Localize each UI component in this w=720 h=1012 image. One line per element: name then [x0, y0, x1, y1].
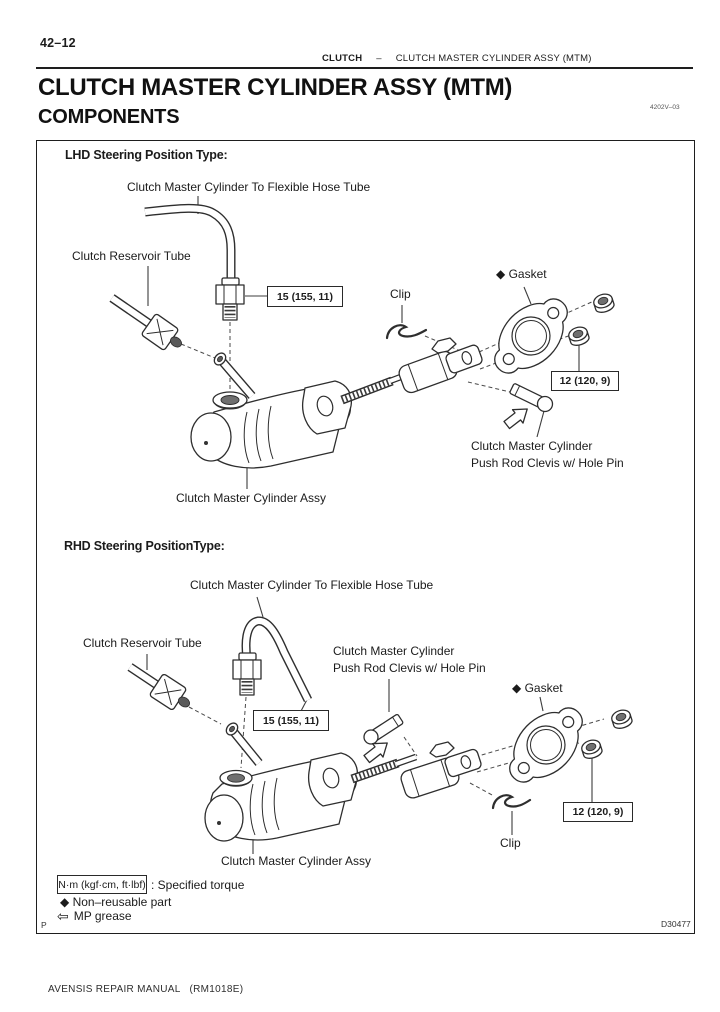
lhd-push-rod-drawing [342, 338, 483, 400]
lhd-torque-spec-nut: 12 (120, 9) [551, 371, 619, 391]
page-subtitle: COMPONENTS [38, 106, 180, 128]
lhd-nut-drawing [567, 325, 590, 348]
lhd-clip-label: Clip [390, 287, 411, 301]
lhd-hole-pin-drawing [509, 383, 552, 411]
lhd-reservoir-tube-label: Clutch Reservoir Tube [72, 249, 191, 263]
lhd-clevis-label-line1: Clutch Master Cylinder [471, 439, 593, 453]
doc-code: 4202V–03 [650, 104, 680, 111]
rhd-gasket-label: ◆ Gasket [512, 681, 563, 695]
rhd-diagram [130, 597, 633, 854]
rhd-torque-spec-hose: 15 (155, 11) [253, 710, 329, 731]
rhd-hole-pin-drawing [364, 714, 404, 744]
lhd-section-heading: LHD Steering Position Type: [65, 148, 228, 162]
header-topic: CLUTCH MASTER CYLINDER ASSY (MTM) [395, 53, 592, 64]
header-rule [36, 67, 693, 69]
mp-grease-arrow-icon: ⇦ [57, 908, 69, 924]
rhd-clevis-label-line2: Push Rod Clevis w/ Hole Pin [333, 661, 486, 675]
lhd-hose-tube-drawing [145, 208, 244, 320]
lhd-hose-tube-label: Clutch Master Cylinder To Flexible Hose Tube [127, 180, 371, 194]
rhd-nut-drawing [610, 708, 633, 731]
legend-non-reusable: ◆ Non–reusable part [60, 895, 172, 909]
rhd-assy-label: Clutch Master Cylinder Assy [221, 854, 372, 868]
rhd-reservoir-tube-label: Clutch Reservoir Tube [83, 636, 202, 650]
page-number: 42–12 [40, 36, 76, 50]
header-separator: – [376, 53, 382, 64]
lhd-assy-label: Clutch Master Cylinder Assy [176, 491, 327, 505]
lhd-torque-spec-hose: 15 (155, 11) [267, 286, 343, 307]
legend-torque-symbol: N·m (kgf·cm, ft·lbf) [57, 875, 147, 894]
rhd-master-cylinder-drawing [205, 721, 357, 841]
header-section: CLUTCH [322, 53, 363, 64]
corner-mark: P [41, 920, 47, 930]
lhd-nut-drawing [592, 292, 615, 315]
figure-id: D30477 [661, 919, 691, 929]
mp-grease-label: MP grease [73, 909, 132, 923]
lhd-clevis-label-line2: Push Rod Clevis w/ Hole Pin [471, 456, 624, 470]
running-header [322, 53, 592, 64]
lhd-master-cylinder-drawing [191, 351, 351, 468]
rhd-reservoir-tube-drawing [130, 667, 191, 711]
legend-mp-grease [57, 909, 132, 923]
page-title: CLUTCH MASTER CYLINDER ASSY (MTM) [38, 74, 513, 101]
rhd-nut-drawing [580, 738, 603, 761]
rhd-torque-spec-nut: 12 (120, 9) [563, 802, 633, 822]
lhd-gasket-label: ◆ Gasket [496, 267, 547, 281]
legend-torque-meaning: : Specified torque [151, 878, 245, 892]
rhd-hose-tube-drawing [233, 621, 308, 700]
rhd-clip-drawing [493, 795, 530, 808]
rhd-gasket-drawing [495, 693, 598, 797]
footer-text: AVENSIS REPAIR MANUAL (RM1018E) [48, 984, 244, 995]
lhd-mp-grease-arrow-icon [502, 402, 533, 431]
rhd-clevis-label-line1: Clutch Master Cylinder [333, 644, 455, 658]
rhd-hose-tube-label: Clutch Master Cylinder To Flexible Hose Tube [190, 578, 434, 592]
rhd-section-heading: RHD Steering PositionType: [64, 539, 225, 553]
lhd-clip-drawing [387, 325, 426, 338]
rhd-clip-label: Clip [500, 836, 521, 850]
